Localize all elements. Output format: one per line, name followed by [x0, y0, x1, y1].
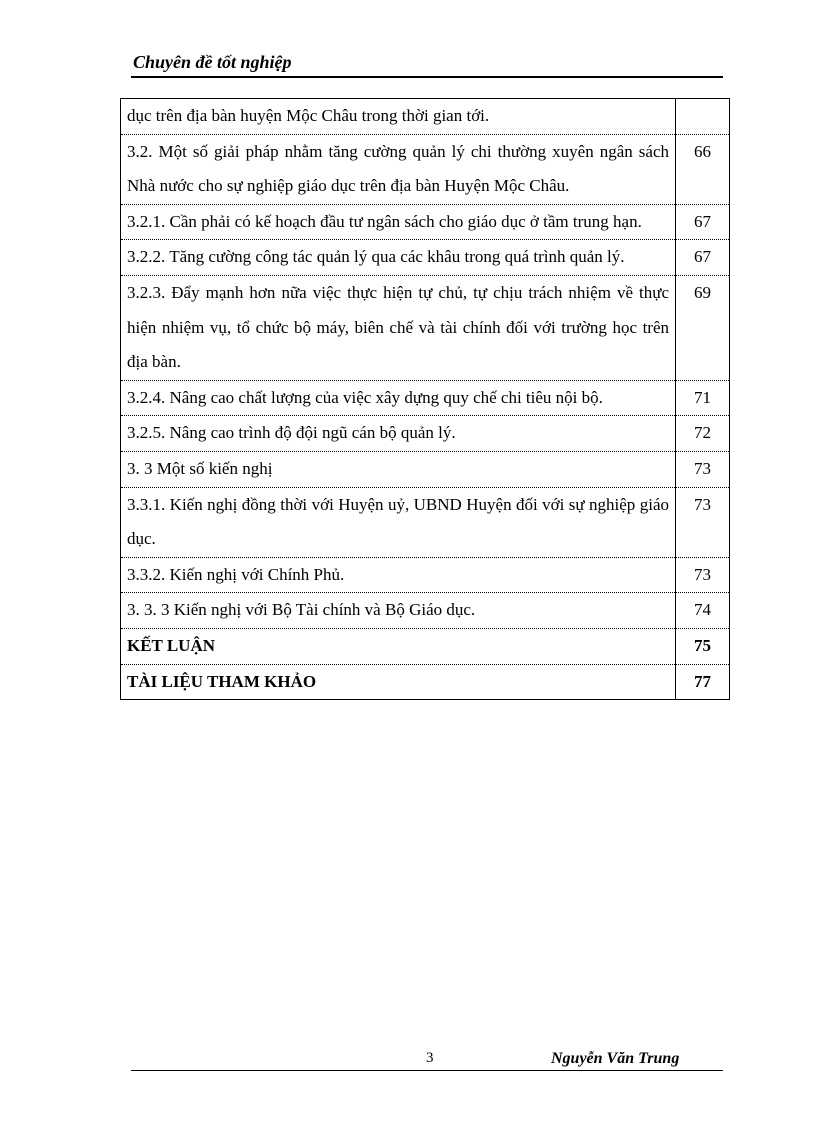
toc-row-references: [121, 664, 730, 700]
toc-row: [121, 134, 730, 204]
toc-entry-text: 3.2. Một số giải pháp nhằm tăng cường quản lý chi thường xuyên ngân sách Nhà nước cho sự nghiệp giáo dục trên địa bàn Huyện Mộc Châu.: [121, 134, 676, 204]
footer-page-number: 3: [426, 1050, 434, 1066]
header-divider: [131, 76, 723, 78]
toc-row: [121, 99, 730, 135]
toc-row: [121, 275, 730, 380]
toc-row: [121, 416, 730, 452]
toc-entry-text: 3.3.2. Kiến nghị với Chính Phủ.: [121, 557, 676, 593]
toc-entry-page: 73: [676, 557, 730, 593]
toc-entry-text: 3. 3 Một số kiến nghị: [121, 451, 676, 487]
footer-author-name: Nguyễn Văn Trung: [551, 1050, 680, 1067]
toc-entry-page: 75: [676, 628, 730, 664]
toc-entry-page: 71: [676, 380, 730, 416]
toc-entry-page: 73: [676, 487, 730, 557]
toc-row-conclusion: [121, 628, 730, 664]
footer-divider: [131, 1070, 723, 1071]
toc-entry-text: 3.2.1. Cần phải có kế hoạch đầu tư ngân sách cho giáo dục ở tầm trung hạn.: [121, 204, 676, 240]
toc-entry-page: 67: [676, 240, 730, 276]
toc-entry-text: TÀI LIỆU THAM KHẢO: [127, 671, 317, 691]
toc-row: [121, 204, 730, 240]
toc-row: [121, 557, 730, 593]
toc-row: [121, 380, 730, 416]
toc-entry-page: 69: [676, 275, 730, 380]
toc-entry-page: 74: [676, 593, 730, 629]
document-header-title: Chuyên đề tốt nghiệp: [133, 52, 292, 72]
toc-entry-text: 3.2.4. Nâng cao chất lượng của việc xây dựng quy chế chi tiêu nội bộ.: [121, 380, 676, 416]
toc-row: [121, 487, 730, 557]
table-of-contents: [120, 98, 730, 700]
toc-entry-text: KẾT LUẬN: [121, 628, 676, 664]
toc-entry-page: [676, 99, 730, 135]
toc-entry-page: 72: [676, 416, 730, 452]
toc-entry-text: 3.2.5. Nâng cao trình độ đội ngũ cán bộ quản lý.: [121, 416, 676, 452]
toc-entry-text: 3. 3. 3 Kiến nghị với Bộ Tài chính và Bộ Giáo dục.: [121, 593, 676, 629]
toc-entry-text: dục trên địa bàn huyện Mộc Châu trong thời gian tới.: [121, 99, 676, 135]
toc-entry-page: 66: [676, 134, 730, 204]
toc-row: [121, 593, 730, 629]
toc-entry-text: 3.2.3. Đẩy mạnh hơn nữa việc thực hiện tự chủ, tự chịu trách nhiệm về thực hiện nhiệm vụ, tổ chức bộ máy, biên chế và tài chính đối với trường học trên địa bàn.: [121, 275, 676, 380]
toc-entry-page: 73: [676, 451, 730, 487]
toc-entry-text: 3.2.2. Tăng cường công tác quản lý qua các khâu trong quá trình quản lý.: [121, 240, 676, 276]
toc-entry-page: 67: [676, 204, 730, 240]
toc-row: [121, 240, 730, 276]
toc-row: [121, 451, 730, 487]
toc-entry-page: 77: [676, 664, 730, 700]
toc-entry-text: 3.3.1. Kiến nghị đồng thời với Huyện uỷ, UBND Huyện đối với sự nghiệp giáo dục.: [121, 487, 676, 557]
